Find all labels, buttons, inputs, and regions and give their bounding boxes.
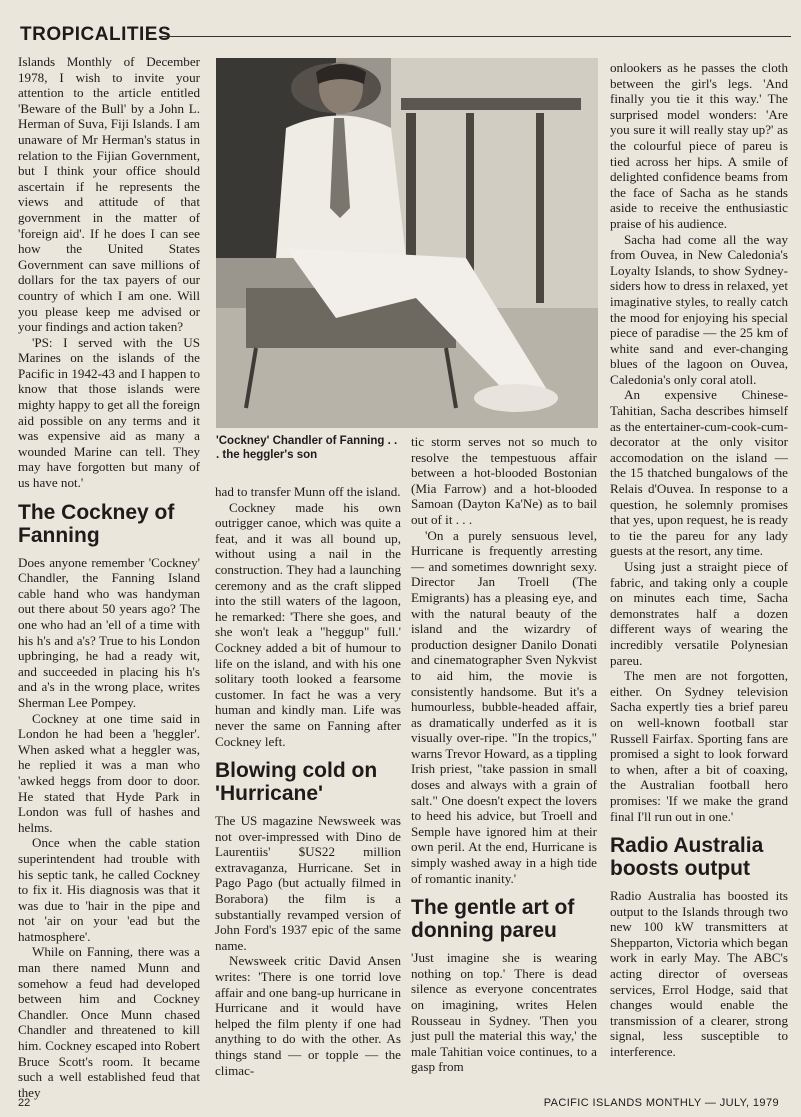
- article-paragraph: Newsweek critic David Ansen writes: 'There is one torrid love affair and one bang-up hurricane in Hurricane and it would have helped the film plenty if one had anything to do with the other. As things stand — or topple — the climac-: [215, 953, 401, 1078]
- header-rule: [160, 36, 791, 37]
- article-paragraph: The US magazine Newsweek was not over-impressed with Dino de Laurentiis' $US22 million extravaganza, Hurricane. Set in Pago Pago (but actually filmed in Borabora) the film is a substantially revamped version of John Ford's 1937 epic of the same name.: [215, 813, 401, 953]
- article-paragraph: An expensive Chinese-Tahitian, Sacha describes himself as the entertainer-cum-cook-cum-decorator at the only visitor accomodation on the island — the 15 thatched bungalows of the Relais d'Ouvea. In response to a question, he solemnly promises that yes, upon request, he is ready to tie the pareu for any lady guests at the resort, any time.: [610, 387, 788, 559]
- masthead-footer: PACIFIC ISLANDS MONTHLY — JULY, 1979: [543, 1097, 779, 1109]
- photo-illustration: [216, 58, 598, 428]
- column-1: [18, 54, 200, 1100]
- section-header: TROPICALITIES: [20, 24, 172, 45]
- photo-caption: 'Cockney' Chandler of Fanning . . . the heggler's son: [216, 435, 398, 461]
- article-paragraph: The men are not forgotten, either. On Sydney television Sacha expertly ties a brief pareu on well-known football star Russell Fairfax. Sporting fans are promised a sight to look forward to when, after a bit of coaxing, the Australian football hero promises: 'If we make the grand final I'll run out in one.': [610, 668, 788, 824]
- column-2: [215, 484, 401, 1078]
- article-paragraph: Once when the cable station superintendent had trouble with his septic tank, he called Cockney to fix it. His diagnosis was that it was due to 'hair in the pipe and not 'air on your 'ead but the hatmosphere'.: [18, 835, 200, 944]
- article-paragraph: onlookers as he passes the cloth between the girl's legs. 'And finally you tie it this way.' The surprised model wonders: 'Are you sure it will really stay up?' as the colourful piece of pareu is tied across her hips. A smile of delighted confidence beams from the face of Sacha as he stands aside to receive the enthusiastic praise of his audience.: [610, 60, 788, 231]
- article-paragraph: Sacha had come all the way from Ouvea, in New Caledonia's Loyalty Islands, to show Sydney-siders how to dress in relaxed, yet imaginative styles, to really catch the mood for enjoying his special piece of paradise — the 25 km of white sand and ever-changing blues of the lagoon on Ouvea, Caledonia's only coral atoll.: [610, 231, 788, 387]
- article-paragraph: tic storm serves not so much to resolve the tempestuous affair between a hot-blooded Bostonian (Mia Farrow) and a hot-blooded Samoan (Dayton Ka'Ne) as to bail out of it . . .: [411, 434, 597, 527]
- article-paragraph: had to transfer Munn off the island.: [215, 484, 401, 499]
- page-number: 22: [18, 1097, 31, 1109]
- article-paragraph: 'On a purely sensuous level, Hurricane is frequently arresting — and sometimes downright sexy. Director Jan Troell (The Emigrants) has a pleasing eye, and with the natural beauty of the island and the wizardry of production designer Danilo Donati and cinematographer Sven Nykvist to aid him, the movie is consistently handsome. But it's a humourless, bubble-headed affair, as dramatically underfed as it is visually over-ripe. "In the tropics," warns Trevor Howard, as a tippling Irish priest, "take passion in small doses and always with a grain of salt." One doesn't expect the lovers to heed his advice, but Troell and Semple have ignored him at their own peril. At the end, Hurricane is simply washed away in a high tide of romantic inanity.': [411, 527, 597, 886]
- article-paragraph: Cockney made his own outrigger canoe, which was quite a feat, and it was all bound up, without using a nail in the construction. They had a launching ceremony and as the craft slipped into the still waters of the lagoon, he remarked: 'There she goes, and she won't leak a "heggup" full.' Cockney added a bit of humour to life on the island, and with his one solitary tooth looked a fearsome customer. In fact he was a very human and kindly man. Life was never the same on Fanning after Cockney left.: [215, 499, 401, 749]
- headline-radio: Radio Australia boosts output: [610, 834, 764, 881]
- column-3: [411, 434, 597, 1075]
- letter-postscript: 'PS: I served with the US Marines on the islands of the Pacific in 1942-43 and I happen to know that those islands were mighty happy to get all the foreign aid possible on any terms and it was expensive aid as many a wounded Marine can tell. They may have forgotten but many of us have not.': [18, 334, 200, 491]
- headline-pareu: The gentle art of donning pareu: [411, 896, 575, 943]
- article-paragraph: 'Just imagine she is wearing nothing on top.' There is dead silence as everyone concentrates on imagining, writes Helen Rousseau in Sydney. 'Then you just pull the material this way,' the male Tahitian voice continues, to a gasp from: [411, 950, 597, 1075]
- column-4: [610, 60, 788, 1060]
- article-paragraph: Using just a straight piece of fabric, and taking only a couple on minutes each time, Sacha demonstrates half a dozen different ways of wearing the incredibly versatile Polynesian pareu.: [610, 559, 788, 668]
- article-paragraph: Radio Australia has boosted its output to the Islands through two new 100 kW transmitters at Shepparton, Victoria which began work in early May. The ABC's acting director of overseas services, Errol Hodge, said that changes would enable the transmission of a clearer, strong signal, less susceptible to interference.: [610, 888, 788, 1060]
- headline-hurricane: Blowing cold on 'Hurricane': [215, 759, 378, 806]
- article-paragraph: Does anyone remember 'Cockney' Chandler, the Fanning Island cable hand who was handyman out there about 50 years ago? The one who had an 'ell of a time with his h's and a's? True to his London upbringing, he had a ready wit, and succeeded in placing his h's and a's in the wrong place, writes Sherman Lee Pompey.: [18, 554, 200, 710]
- article-paragraph: While on Fanning, there was a man there named Munn and somehow a feud had developed between him and Cockney Chandler. Once Munn chased Chandler and threatened to kill him. Cockney escaped into Robert Bruce Scott's room. It became such a well established feud that they: [18, 944, 200, 1100]
- article-paragraph: Cockney at one time said in London he had been a 'heggler'. When asked what a heggler was, he replied it was a man who 'awked heggs from door to door. He stated that Hyde Park in London was full of hashes and helms.: [18, 710, 200, 835]
- letter-paragraph: Islands Monthly of December 1978, I wish to invite your attention to the article entitled 'Beware of the Bull' by a John L. Herman of Suva, Fiji Islands. I am unaware of Mr Herman's status in relation to the Fijian Government, but I think your office should ascertain if he represents the views and attitude of that government in the matter of 'foreign aid'. If he does I can see how the United States Government can save millions of dollars for the tax payers of our country of which I am one. Will you please keep me advised or your findings and action taken?: [18, 54, 200, 335]
- photo-cockney-chandler: [216, 58, 598, 428]
- headline-cockney: The Cockney of Fanning: [18, 500, 175, 547]
